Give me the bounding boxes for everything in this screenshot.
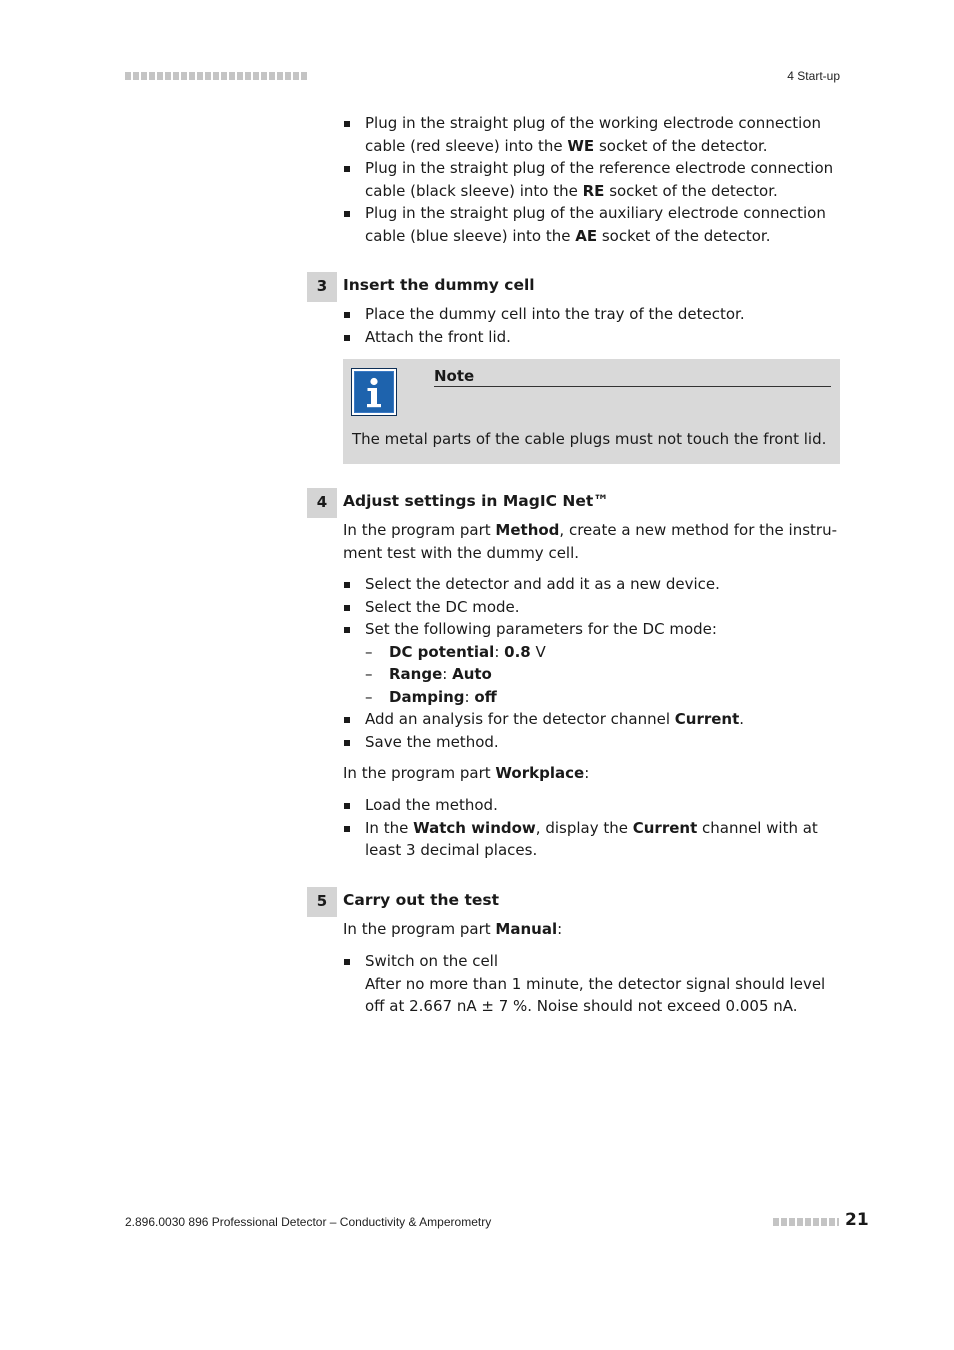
list-item: In the Watch window, display the Current channel with at least 3 decimal places. [343, 817, 840, 862]
note-box [343, 359, 840, 464]
footer-decoration [773, 1218, 839, 1226]
step-number: 3 [307, 272, 337, 302]
step3-bullets [343, 303, 840, 348]
list-item: Attach the front lid. [343, 326, 840, 349]
list-item: Plug in the straight plug of the auxiliary electrode connection cable (blue sleeve) into the AE socket of the detector. [343, 202, 840, 247]
parameter-item: – Range: Auto [343, 663, 840, 686]
step-title: Adjust settings in MagIC Net™ [343, 492, 609, 510]
list-item: Save the method. [343, 731, 840, 754]
intro-bullets [343, 112, 840, 247]
list-item: Add an analysis for the detector channel Current. [343, 708, 840, 731]
workplace-bullets [343, 794, 840, 862]
list-item: Plug in the straight plug of the reference electrode connection cable (black sleeve) into the RE socket of the detector. [343, 157, 840, 202]
note-text: The metal parts of the cable plugs must not touch the front lid. [352, 430, 827, 448]
list-item: Select the detector and add it as a new device. [343, 573, 840, 596]
parameter-list [343, 641, 840, 709]
header-decoration [125, 72, 307, 80]
step-title: Carry out the test [343, 891, 500, 909]
parameter-item: – DC potential: 0.8 V [343, 641, 840, 664]
list-item: Select the DC mode. [343, 596, 840, 619]
document-id: 2.896.0030 896 Professional Detector – Conductivity & Amperometry [125, 1215, 492, 1229]
note-title: Note [434, 367, 831, 387]
step-title: Insert the dummy cell [343, 276, 535, 294]
list-item: Switch on the cell After no more than 1 minute, the detector signal should level off at 2.667 nA ± 7 %. Noise should not exceed 0.005 nA. [343, 950, 840, 1018]
result-text: After no more than 1 minute, the detector signal should level off at 2.667 nA ± 7 %. Noise should not exceed 0.005 nA. [365, 974, 826, 1015]
list-item: Place the dummy cell into the tray of the detector. [343, 303, 840, 326]
info-icon [351, 368, 397, 416]
list-item: Plug in the straight plug of the working electrode connection cable (red sleeve) into the WE socket of the detector. [343, 112, 840, 157]
step-number: 5 [307, 887, 337, 917]
workplace-intro: In the program part Workplace: [343, 764, 590, 782]
list-item: Load the method. [343, 794, 840, 817]
step4-intro: In the program part Method, create a new method for the instru-ment test with the dummy cell. [343, 521, 838, 562]
parameter-item: – Damping: off [343, 686, 840, 709]
list-item: Set the following parameters for the DC mode: – DC potential: 0.8 V – Range: Auto – Damping: off [343, 618, 840, 708]
step4-bullets [343, 573, 840, 753]
step-number: 4 [307, 488, 337, 518]
chapter-label: 4 Start-up [787, 69, 840, 83]
step5-bullets [343, 950, 840, 1018]
step5-intro: In the program part Manual: [343, 920, 563, 938]
page-number: 21 [845, 1210, 869, 1230]
